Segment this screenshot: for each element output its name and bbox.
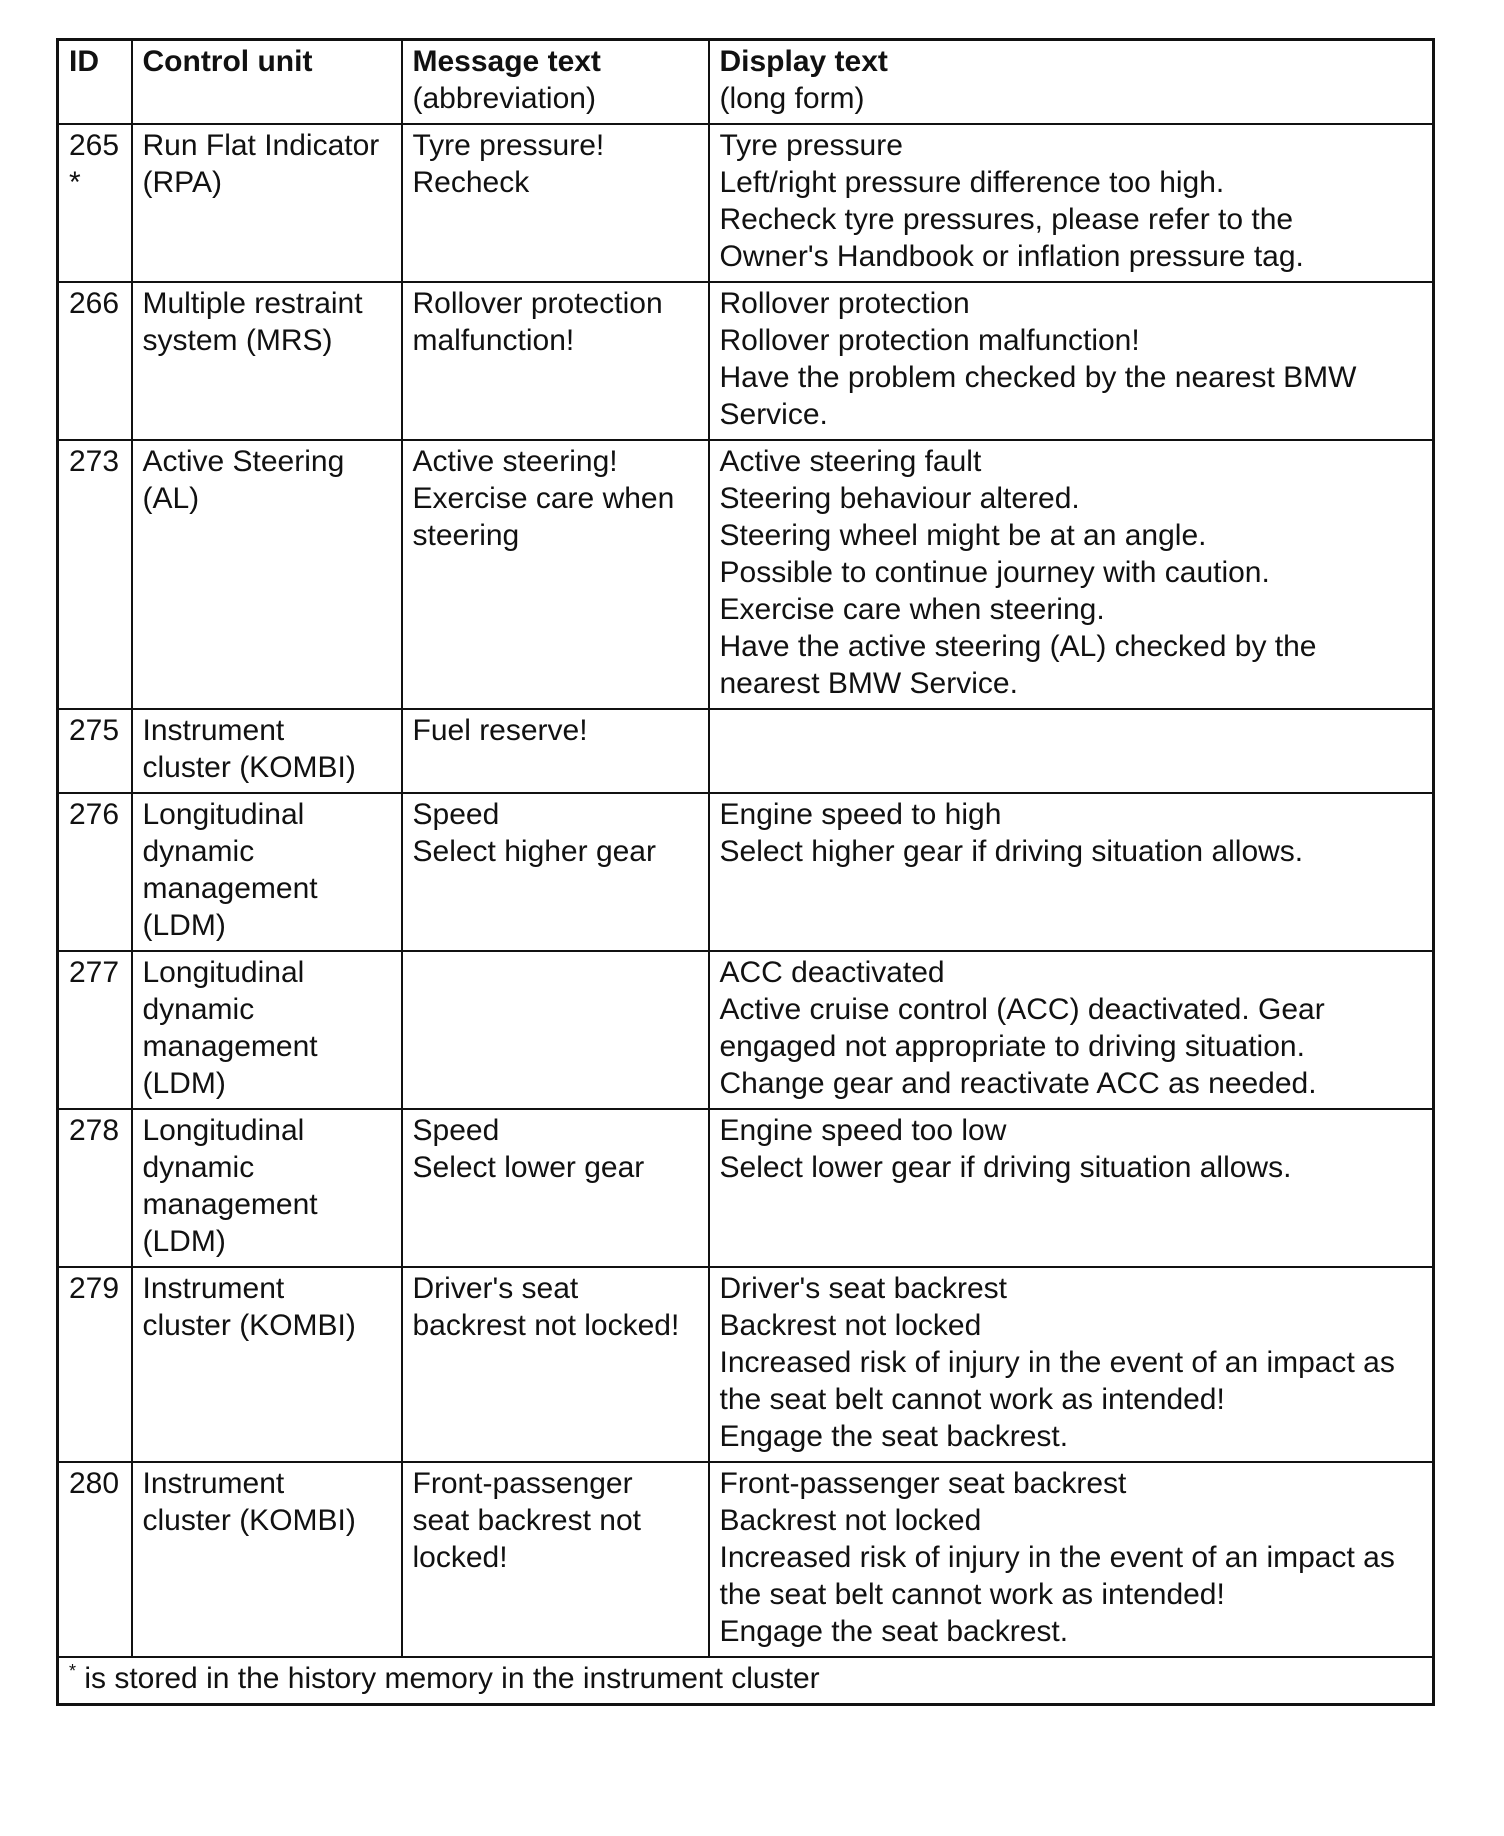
display-text-line: Change gear and reactivate ACC as needed.	[719, 1067, 1317, 1100]
cell-id	[58, 1267, 132, 1462]
message-text-line: Select higher gear	[412, 835, 656, 868]
cell-control-unit	[132, 440, 402, 709]
cell-id	[58, 124, 132, 282]
display-text-line: Increased risk of injury in the event of an impact as	[719, 1541, 1395, 1574]
display-text-line: Backrest not locked	[719, 1309, 982, 1342]
message-text-line: seat backrest not	[412, 1504, 641, 1537]
control-unit-line: Instrument	[142, 1467, 285, 1500]
control-unit-line: management	[142, 872, 318, 905]
control-unit-line: management	[142, 1188, 318, 1221]
footnote	[58, 1657, 1434, 1705]
message-text-line: malfunction!	[412, 324, 575, 357]
cell-control-unit	[132, 124, 402, 282]
table-row	[58, 440, 1434, 709]
cell-message-text	[402, 1109, 709, 1267]
cell-message-text	[402, 951, 709, 1109]
cell-control-unit	[132, 282, 402, 440]
footnote-text: is stored in the history memory in the instrument cluster	[76, 1662, 820, 1695]
header-row	[58, 40, 1434, 125]
display-text-line: the seat belt cannot work as intended!	[719, 1383, 1225, 1416]
cell-display-text	[709, 124, 1434, 282]
display-text-line: Increased risk of injury in the event of an impact as	[719, 1346, 1395, 1379]
cell-display-text	[709, 709, 1434, 793]
message-text-line: Rollover protection	[412, 287, 663, 320]
table-row	[58, 793, 1434, 951]
display-text-line: Engine speed too low	[719, 1114, 1007, 1147]
display-text-line: Engage the seat backrest.	[719, 1615, 1069, 1648]
display-text-line: Select lower gear if driving situation allows.	[719, 1151, 1292, 1184]
display-text-line: Rollover protection malfunction!	[719, 324, 1140, 357]
row-id: 275	[69, 714, 120, 747]
cell-id	[58, 1109, 132, 1267]
cell-display-text	[709, 1462, 1434, 1657]
cell-message-text	[402, 282, 709, 440]
display-text-line: Possible to continue journey with caution.	[719, 556, 1270, 589]
table-row	[58, 1267, 1434, 1462]
message-text-line: Exercise care when	[412, 482, 675, 515]
control-unit-line: dynamic	[142, 1151, 255, 1184]
cell-message-text	[402, 793, 709, 951]
control-unit-line: Longitudinal	[142, 956, 305, 989]
cell-display-text	[709, 951, 1434, 1109]
control-unit-line: management	[142, 1030, 318, 1063]
table-row	[58, 1109, 1434, 1267]
cell-control-unit	[132, 709, 402, 793]
cell-display-text	[709, 793, 1434, 951]
display-text-line: Service.	[719, 398, 828, 431]
row-id: 276	[69, 798, 120, 831]
cell-display-text	[709, 282, 1434, 440]
cell-control-unit	[132, 1267, 402, 1462]
cell-id	[58, 1462, 132, 1657]
message-text-line: Active steering!	[412, 445, 618, 478]
display-text-line: Engage the seat backrest.	[719, 1420, 1069, 1453]
control-unit-line: Instrument	[142, 714, 285, 747]
header-message-text: Message text (abbreviation)	[402, 40, 709, 125]
message-table	[56, 38, 1435, 1706]
row-id: 279	[69, 1272, 120, 1305]
display-text-line: Driver's seat backrest	[719, 1272, 1007, 1305]
display-text-line: Have the problem checked by the nearest BMW	[719, 361, 1357, 394]
cell-control-unit	[132, 793, 402, 951]
message-text-line: Driver's seat	[412, 1272, 579, 1305]
display-text-line: engaged not appropriate to driving situation.	[719, 1030, 1305, 1063]
cell-control-unit	[132, 951, 402, 1109]
table-body	[58, 124, 1434, 1657]
cell-id	[58, 793, 132, 951]
display-text-line: Exercise care when steering.	[719, 593, 1105, 626]
control-unit-line: (LDM)	[142, 1067, 226, 1100]
display-text-line: Steering behaviour altered.	[719, 482, 1080, 515]
message-text-line: Tyre pressure!	[412, 129, 605, 162]
control-unit-line: Run Flat Indicator	[142, 129, 380, 162]
message-text-line: locked!	[412, 1541, 508, 1574]
row-id: 266	[69, 287, 120, 320]
cell-message-text	[402, 440, 709, 709]
row-id-marker: *	[69, 166, 81, 199]
message-text-line: steering	[412, 519, 520, 552]
display-text-line: Left/right pressure difference too high.	[719, 166, 1225, 199]
control-unit-line: (RPA)	[142, 166, 222, 199]
footnote-marker: *	[69, 1661, 77, 1681]
control-unit-line: cluster (KOMBI)	[142, 1309, 356, 1342]
control-unit-line: (AL)	[142, 482, 200, 515]
header-control-unit: Control unit	[132, 40, 402, 125]
display-text-line: nearest BMW Service.	[719, 667, 1018, 700]
row-id: 278	[69, 1114, 120, 1147]
message-text-line: Speed	[412, 1114, 500, 1147]
message-text-line: backrest not locked!	[412, 1309, 680, 1342]
display-text-line: Steering wheel might be at an angle.	[719, 519, 1207, 552]
cell-message-text	[402, 1267, 709, 1462]
message-text-line: Fuel reserve!	[412, 714, 588, 747]
table-row	[58, 1462, 1434, 1657]
display-text-line: Engine speed to high	[719, 798, 1002, 831]
footnote-row	[58, 1657, 1434, 1705]
message-text-line: Speed	[412, 798, 500, 831]
display-text-line: the seat belt cannot work as intended!	[719, 1578, 1225, 1611]
display-text-line: Active steering fault	[719, 445, 982, 478]
control-unit-line: Instrument	[142, 1272, 285, 1305]
message-text-line: Select lower gear	[412, 1151, 645, 1184]
message-text-line: Recheck	[412, 166, 530, 199]
cell-control-unit	[132, 1109, 402, 1267]
cell-display-text	[709, 1267, 1434, 1462]
display-text-line: Select higher gear if driving situation allows.	[719, 835, 1304, 868]
row-id: 273	[69, 445, 120, 478]
control-unit-line: Multiple restraint	[142, 287, 363, 320]
display-text-line: Recheck tyre pressures, please refer to the	[719, 203, 1294, 236]
control-unit-line: (LDM)	[142, 1225, 226, 1258]
message-text-line: Front-passenger	[412, 1467, 633, 1500]
table-row	[58, 282, 1434, 440]
cell-message-text	[402, 124, 709, 282]
cell-id	[58, 951, 132, 1109]
cell-id	[58, 440, 132, 709]
display-text-line: Rollover protection	[719, 287, 970, 320]
control-unit-line: system (MRS)	[142, 324, 333, 357]
display-text-line: Owner's Handbook or inflation pressure tag.	[719, 240, 1304, 273]
row-id: 277	[69, 956, 120, 989]
control-unit-line: cluster (KOMBI)	[142, 1504, 356, 1537]
table-row	[58, 709, 1434, 793]
cell-display-text	[709, 1109, 1434, 1267]
display-text-line: Have the active steering (AL) checked by the	[719, 630, 1317, 663]
display-text-line: Front-passenger seat backrest	[719, 1467, 1127, 1500]
cell-id	[58, 282, 132, 440]
table-row	[58, 951, 1434, 1109]
control-unit-line: cluster (KOMBI)	[142, 751, 356, 784]
header-display-text: Display text (long form)	[709, 40, 1434, 125]
cell-message-text	[402, 709, 709, 793]
display-text-line: Tyre pressure	[719, 129, 903, 162]
header-id: ID	[58, 40, 132, 125]
control-unit-line: Longitudinal	[142, 1114, 305, 1147]
control-unit-line: Longitudinal	[142, 798, 305, 831]
control-unit-line: dynamic	[142, 993, 255, 1026]
cell-display-text	[709, 440, 1434, 709]
control-unit-line: Active Steering	[142, 445, 345, 478]
table-row	[58, 124, 1434, 282]
cell-control-unit	[132, 1462, 402, 1657]
display-text-line: ACC deactivated	[719, 956, 945, 989]
row-id: 265	[69, 129, 120, 162]
cell-message-text	[402, 1462, 709, 1657]
cell-id	[58, 709, 132, 793]
display-text-line: Active cruise control (ACC) deactivated. Gear	[719, 993, 1325, 1026]
row-id: 280	[69, 1467, 120, 1500]
display-text-line: Backrest not locked	[719, 1504, 982, 1537]
control-unit-line: (LDM)	[142, 909, 226, 942]
control-unit-line: dynamic	[142, 835, 255, 868]
